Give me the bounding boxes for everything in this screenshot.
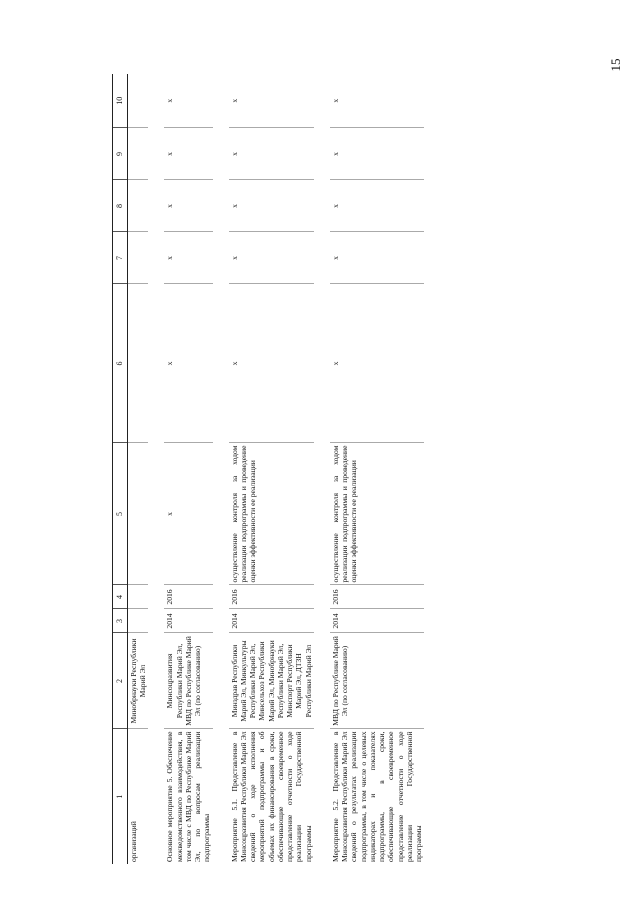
responsible-executor: Минздрав Республики Марий Эл, Минкультуры Республики Марий Эл, Минсельхоз Республики Марий Эл, Минобрнауки Республики Марий Эл, Минспорт Республики Марий Эл, ДТЗН Республики Марий Эл [229, 633, 314, 729]
column-header: 6 [113, 284, 128, 443]
column-header: 2 [113, 633, 128, 729]
end-year: 2016 [330, 585, 425, 609]
start-year: 2014 [330, 609, 425, 633]
responsible-executor: Минсоцразвития Республики Марий Эл, МВД по Республике Марий Эл (по согласованию) [164, 633, 212, 729]
column-header: 7 [113, 232, 128, 284]
measure-name: Мероприятие 5.1. Представление в Минсоцразвития Республики Марий Эл сведений о ходе исполнения мероприятий подпрограммы и об объемах их финансирования в сроки, обеспечивающие своевременное представление отчетности о ходе реализации Государственной программы [229, 731, 313, 862]
cell-col6: x [229, 284, 314, 443]
cell-col10: x [164, 74, 212, 128]
start-year: 2014 [164, 609, 212, 633]
cell-col9: x [229, 128, 314, 180]
cell-col9 [127, 128, 148, 180]
cell-col10: x [229, 74, 314, 128]
cell-col6: x [330, 284, 425, 443]
table-row [127, 74, 148, 864]
rotated-table-container [112, 44, 597, 864]
cell-col7: x [229, 232, 314, 284]
column-header: 4 [113, 585, 128, 609]
expected-result: осуществление контроля за ходом реализации подпрограммы и проведение оценки эффективности ее реализации [229, 443, 314, 585]
end-year: 2016 [164, 585, 212, 609]
table-row [330, 74, 425, 864]
table-row [164, 74, 212, 864]
page-number: 15 [608, 58, 623, 72]
column-header: 10 [113, 74, 128, 128]
expected-result [127, 443, 148, 585]
header-row [113, 74, 128, 864]
table-row [229, 74, 314, 864]
cell-col6 [127, 284, 148, 443]
column-header: 3 [113, 609, 128, 633]
cell-col7 [127, 232, 148, 284]
cell-col8: x [164, 180, 212, 232]
column-header: 1 [113, 729, 128, 864]
column-header: 8 [113, 180, 128, 232]
responsible-executor: МВД по Республике Марий Эл (по согласованию) [330, 633, 425, 729]
cell-col10 [127, 74, 148, 128]
cell-col8: x [330, 180, 425, 232]
expected-result: осуществление контроля за ходом реализации подпрограммы и проведение оценки эффективности ее реализации [330, 443, 425, 585]
start-year [127, 609, 148, 633]
cell-col6: x [164, 284, 212, 443]
cell-col8: x [229, 180, 314, 232]
responsible-executor: Минобрнауки Республики Марий Эл [127, 633, 148, 729]
start-year: 2014 [229, 609, 314, 633]
row-spacer [213, 74, 229, 864]
cell-col9: x [330, 128, 425, 180]
column-header: 5 [113, 443, 128, 585]
row-spacer [314, 74, 330, 864]
activities-table [112, 74, 424, 864]
expected-result: x [164, 443, 212, 585]
cell-col7: x [164, 232, 212, 284]
measure-name: организаций [128, 821, 138, 862]
measure-name: Мероприятие 5.2. Представление в Минсоцразвития Республики Марий Эл сведений о результатах реализации подпрограммы, в том числе о целевых индикаторах и показателях подпрограммы, в сроки, обеспечивающие своевременное представление отчетности о ходе реализации Государственной программы [330, 731, 423, 862]
cell-col9: x [164, 128, 212, 180]
end-year: 2016 [229, 585, 314, 609]
cell-col8 [127, 180, 148, 232]
end-year [127, 585, 148, 609]
cell-col10: x [330, 74, 425, 128]
column-header: 9 [113, 128, 128, 180]
row-spacer [148, 74, 164, 864]
cell-col7: x [330, 232, 425, 284]
measure-name: Основное мероприятие 5. Обеспечение межведомственного взаимодействия, в том числе с МВД по Республике Марий Эл, по вопросам реализации подпрограммы [165, 731, 212, 862]
